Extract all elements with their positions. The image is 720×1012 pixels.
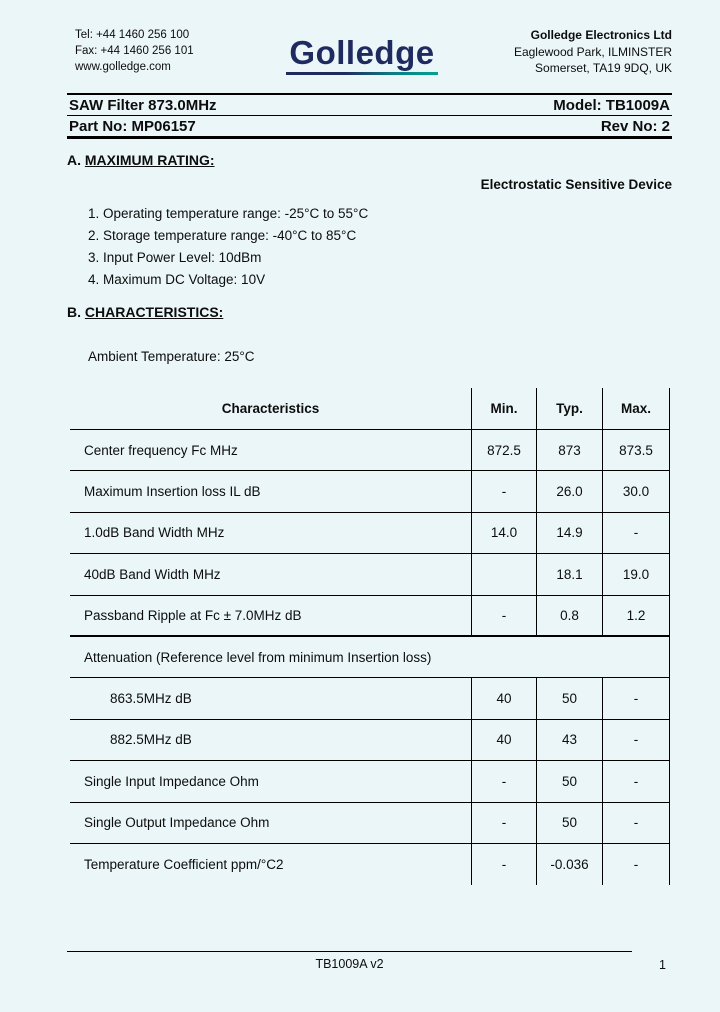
cell-max: - (602, 844, 669, 885)
cell-max: 19.0 (602, 554, 669, 594)
cell-min: 40 (471, 720, 536, 760)
col-header-max: Max. (602, 388, 669, 429)
contact-fax: Fax: +44 1460 256 101 (75, 45, 194, 57)
cell-label: Center frequency Fc MHz (84, 442, 238, 458)
cell-typ: 50 (536, 803, 602, 843)
rating-item: 4. Maximum DC Voltage: 10V (88, 272, 266, 287)
esd-note: Electrostatic Sensitive Device (480, 177, 672, 192)
cell-max: - (602, 513, 669, 553)
cell-min: - (471, 471, 536, 511)
col-header-min: Min. (471, 388, 536, 429)
rev-number: Rev No: 2 (600, 118, 670, 135)
cell-label: Maximum Insertion loss IL dB (84, 484, 261, 500)
cell-typ: -0.036 (536, 844, 602, 885)
rating-item: 3. Input Power Level: 10dBm (88, 250, 262, 265)
rating-list (67, 203, 672, 291)
cell-label: 1.0dB Band Width MHz (84, 525, 225, 541)
cell-max: - (602, 678, 669, 718)
rating-item: 1. Operating temperature range: -25°C to 55°C (88, 206, 369, 221)
cell-typ: 18.1 (536, 554, 602, 594)
table-row-attenuation-header (70, 637, 669, 678)
section-a-heading (67, 152, 672, 168)
table-row (70, 513, 669, 554)
cell-typ: 873 (536, 430, 602, 470)
table-row (70, 678, 669, 719)
product-title: SAW Filter 873.0MHz (69, 97, 217, 114)
cell-min: - (471, 761, 536, 801)
cell-min: 872.5 (471, 430, 536, 470)
logo-text: Golledge (289, 34, 435, 71)
section-b-title: CHARACTERISTICS: (84, 304, 224, 320)
table-row (70, 761, 669, 802)
cell-min: - (471, 803, 536, 843)
rating-item: 2. Storage temperature range: -40°C to 85°C (88, 228, 357, 243)
cell-min: 14.0 (471, 513, 536, 553)
company-name: Golledge Electronics Ltd (530, 28, 672, 42)
col-header-characteristics: Characteristics (221, 401, 320, 416)
cell-max: - (602, 803, 669, 843)
cell-typ: 50 (536, 678, 602, 718)
cell-label: Single Output Impedance Ohm (84, 815, 270, 831)
table-row (70, 844, 669, 885)
document-reference: TB1009A v2 (315, 957, 384, 971)
footer-divider (67, 951, 632, 952)
golledge-logo (286, 36, 438, 75)
contact-block (75, 27, 194, 75)
table-row (70, 596, 669, 637)
cell-min: - (471, 844, 536, 885)
company-address-line: Somerset, TA19 9DQ, UK (535, 61, 672, 75)
title-row-part (67, 116, 672, 139)
cell-typ: 50 (536, 761, 602, 801)
contact-website: www.golledge.com (75, 61, 171, 73)
letterhead (0, 0, 720, 93)
table-row (70, 471, 669, 512)
cell-label: Attenuation (Reference level from minimum Insertion loss) (84, 649, 432, 665)
cell-max: 1.2 (602, 596, 669, 635)
table-row (70, 430, 669, 471)
cell-min (471, 554, 536, 594)
page-number: 1 (659, 958, 666, 972)
cell-label: Passband Ripple at Fc ± 7.0MHz dB (84, 607, 302, 623)
cell-min: 40 (471, 678, 536, 718)
table-row (70, 554, 669, 595)
table-row (70, 803, 669, 844)
cell-typ: 43 (536, 720, 602, 760)
company-address-line: Eaglewood Park, ILMINSTER (513, 44, 672, 59)
section-b-heading (67, 304, 672, 320)
section-b-prefix: B. (67, 304, 81, 320)
table-header-row (70, 388, 669, 430)
table-row (70, 720, 669, 761)
cell-min: - (471, 596, 536, 635)
cell-typ: 14.9 (536, 513, 602, 553)
cell-max: 30.0 (602, 471, 669, 511)
contact-tel: Tel: +44 1460 256 100 (75, 29, 190, 41)
section-characteristics (67, 304, 672, 364)
cell-max: - (602, 761, 669, 801)
section-maximum-rating (67, 152, 672, 291)
cell-typ: 0.8 (536, 596, 602, 635)
cell-label: Temperature Coefficient ppm/°C2 (84, 857, 284, 873)
cell-label: Single Input Impedance Ohm (84, 773, 259, 789)
logo-underline (286, 72, 438, 75)
cell-label: 40dB Band Width MHz (84, 566, 221, 582)
ambient-temperature: Ambient Temperature: 25°C (88, 349, 255, 364)
part-number: Part No: MP06157 (69, 118, 196, 135)
cell-label: 882.5MHz dB (110, 732, 192, 748)
title-block (67, 93, 672, 139)
cell-max: - (602, 720, 669, 760)
section-a-prefix: A. (67, 152, 81, 168)
col-header-typ: Typ. (536, 388, 602, 429)
characteristics-table (70, 388, 670, 885)
section-a-title: MAXIMUM RATING: (84, 152, 215, 168)
cell-typ: 26.0 (536, 471, 602, 511)
page-footer (67, 951, 672, 971)
cell-max: 873.5 (602, 430, 669, 470)
model-number: Model: TB1009A (553, 97, 670, 114)
cell-label: 863.5MHz dB (110, 691, 192, 707)
company-address-block (514, 27, 672, 77)
title-row-product (67, 95, 672, 116)
